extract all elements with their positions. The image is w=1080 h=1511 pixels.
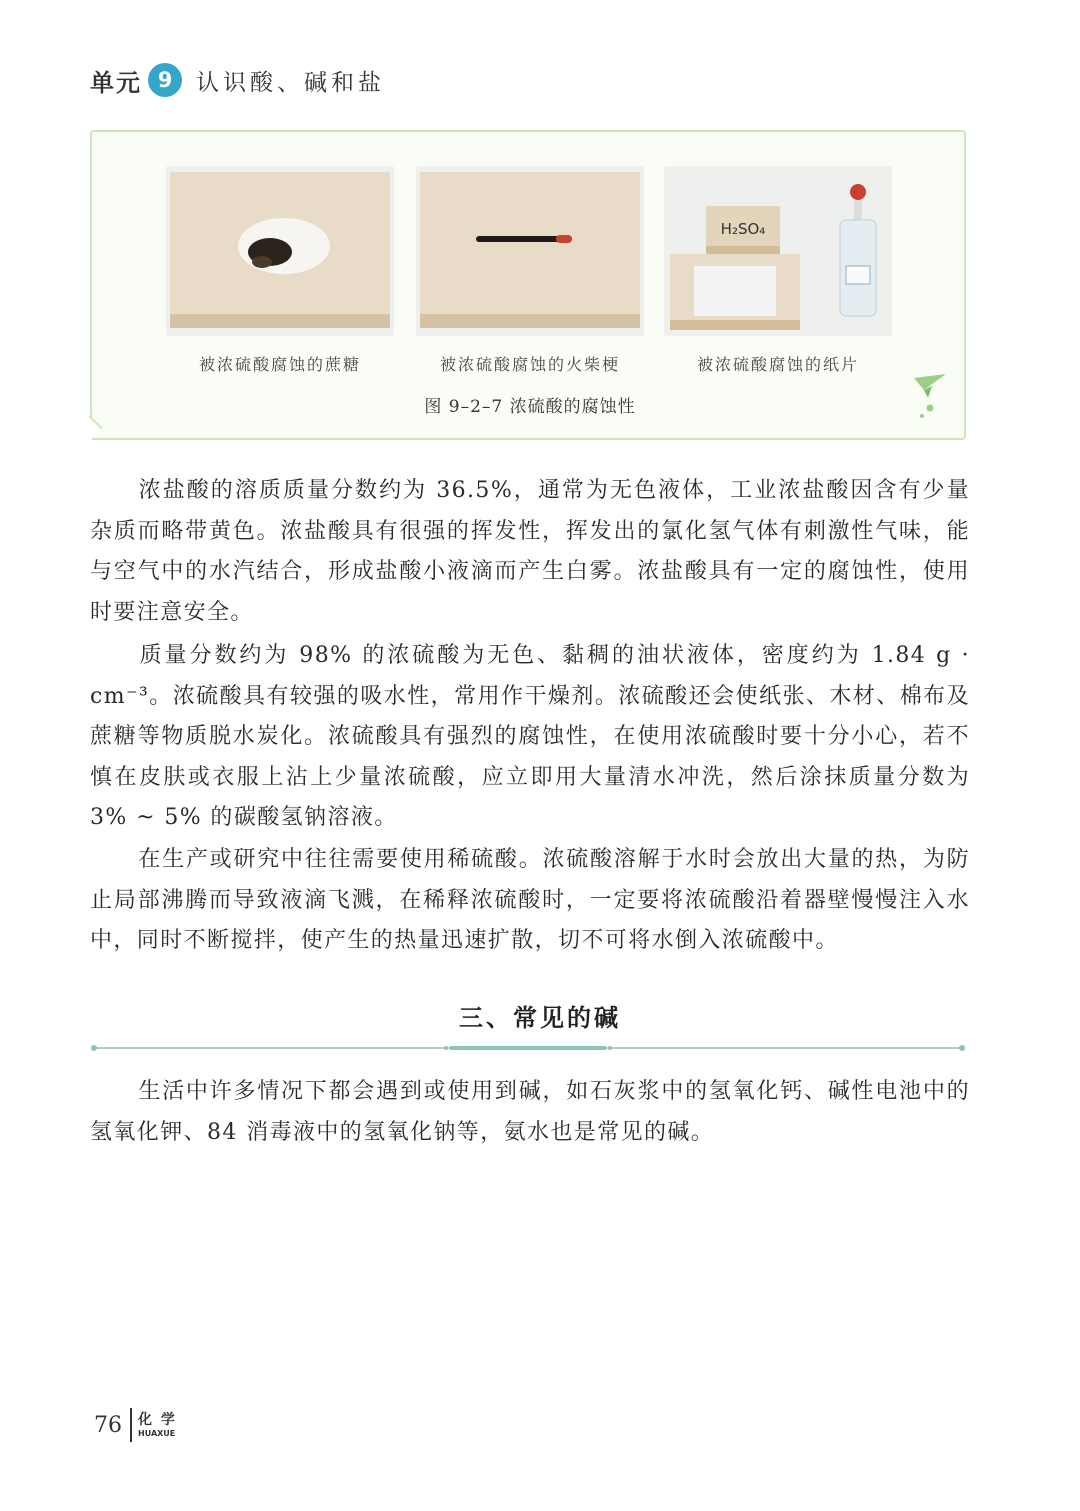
photo-match bbox=[416, 166, 644, 336]
paragraph-common-bases: 生活中许多情况下都会遇到或使用到碱，如石灰浆中的氢氧化钙、碱性电池中的氢氧化钾、84 消毒液中的氢氧化钠等，氨水也是常见的碱。 bbox=[90, 1079, 970, 1145]
figure-panel bbox=[90, 130, 966, 440]
paragraph-sulfuric-acid: 质量分数约为 98% 的浓硫酸为无色、黏稠的油状液体，密度约为 1.84 g · cm⁻³。浓硫酸具有较强的吸水性，常用作干燥剂。浓硫酸还会使纸张、木材、棉布及蔗糖等物质脱水炭化。浓硫酸具有强烈的腐蚀性，在使用浓硫酸时要十分小心，若不慎在皮肤或衣服上沾上少量浓硫酸，应立即用大量清水冲洗，然后涂抹质量分数为 3% ~ 5% 的碳酸氢钠溶液。 bbox=[90, 643, 970, 830]
unit-title: 认识酸、碱和盐 bbox=[196, 69, 385, 96]
figure-title: 图 9–2–7 浓硫酸的腐蚀性 bbox=[424, 397, 636, 417]
caption-sugar: 被浓硫酸腐蚀的蔗糖 bbox=[198, 355, 361, 374]
subject-cn: 化 学 bbox=[138, 1411, 177, 1428]
board-label: H₂SO₄ bbox=[720, 220, 766, 238]
paragraph-dilution: 在生产或研究中往往需要使用稀硫酸。浓硫酸溶解于水时会放出大量的热，为防止局部沸腾而导致液滴飞溅，在稀释浓硫酸时，一定要将浓硫酸沿着器壁慢慢注入水中，同时不断搅拌，使产生的热量迅速扩散，切不可将水倒入浓硫酸中。 bbox=[90, 847, 970, 953]
unit-label: 单元 bbox=[90, 68, 142, 97]
section-divider bbox=[90, 1042, 966, 1054]
paper-plane-icon bbox=[910, 372, 950, 422]
photo-sugar bbox=[166, 166, 394, 336]
page-footer bbox=[94, 1408, 177, 1442]
subject-mark bbox=[138, 1413, 177, 1438]
paragraph-hydrochloric-acid: 浓盐酸的溶质质量分数约为 36.5%，通常为无色液体，工业浓盐酸因含有少量杂质而略带黄色。浓盐酸具有很强的挥发性，挥发出的氯化氢气体有刺激性气味，能与空气中的水汽结合，形成盐酸小液滴而产生白雾。浓盐酸具有一定的腐蚀性，使用时要注意安全。 bbox=[90, 478, 970, 625]
subject-en: HUAXUE bbox=[138, 1428, 176, 1438]
unit-number-badge: 9 bbox=[148, 63, 182, 97]
caption-paper: 被浓硫酸腐蚀的纸片 bbox=[696, 355, 859, 374]
caption-match: 被浓硫酸腐蚀的火柴梗 bbox=[439, 355, 620, 374]
page-number: 76 bbox=[94, 1412, 122, 1438]
chapter-header bbox=[90, 60, 385, 100]
section-title: 三、常见的碱 bbox=[459, 1004, 621, 1032]
photo-paper bbox=[664, 166, 892, 336]
footer-divider bbox=[130, 1408, 132, 1442]
